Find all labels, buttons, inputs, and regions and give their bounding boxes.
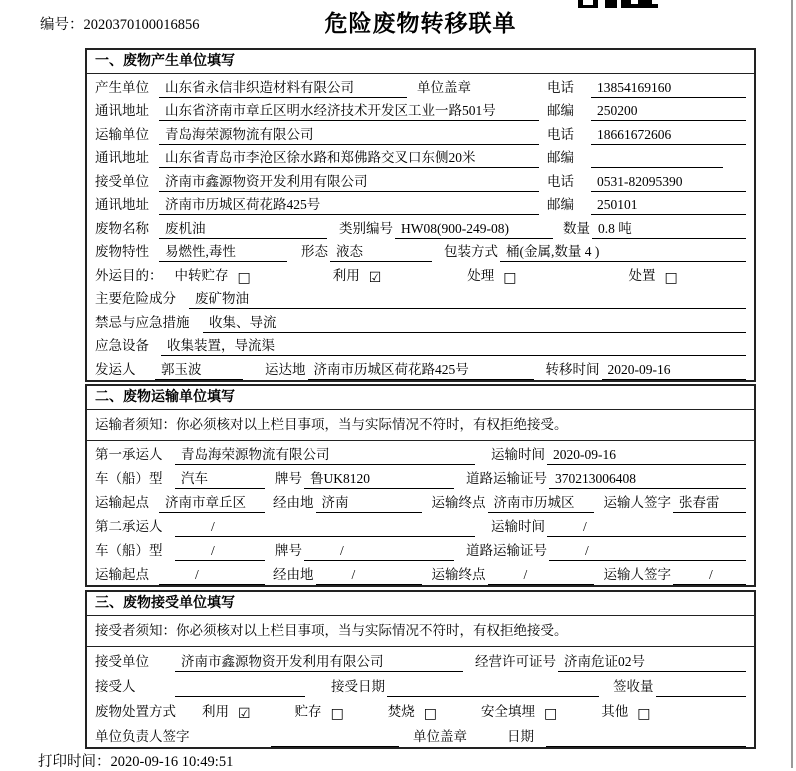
checkbox-utilize [202,700,251,722]
carrier-signature-label: 运输人签字 [603,495,671,510]
form-value: 液态 [330,240,432,262]
row-receiver-person [87,672,754,697]
row-receiver-unit [87,168,754,192]
via-value: 济南 [316,491,422,513]
via-value: / [316,567,422,585]
checkbox-unchecked-icon: □ [664,269,678,286]
transfer-time-label: 转移时间 [545,361,600,377]
generator-address-value: 山东省济南市章丘区明水经济技术开发区工业一路501号 [159,99,539,121]
license-value: 济南危证02号 [558,650,746,672]
transport-time-label: 运输时间 [491,447,545,462]
checkbox-label: 贮存 [294,704,322,719]
second-carrier-value: / [175,519,475,537]
road-permit-label: 道路运输证号 [466,471,547,486]
origin-label: 运输起点 [95,567,149,582]
row-transport-unit [87,121,754,145]
checkbox-other [601,700,650,722]
waste-character-label: 废物特性 [95,244,149,259]
sender-value: 郭玉波 [155,358,243,380]
address-label: 通讯地址 [95,197,149,212]
first-transport-time-value: 2020-09-16 [547,447,746,465]
transport-unit-label: 运输单位 [95,126,149,142]
plate-label: 牌号 [275,471,302,486]
road-permit-label: 道路运输证号 [466,543,547,558]
zip-label: 邮编 [547,150,574,165]
row-taboo-measures [87,309,754,333]
phone-label: 电话 [547,173,574,189]
checkbox-label: 焚烧 [387,704,415,719]
checkbox-label: 处置 [628,267,656,283]
row-responsible-signature [87,722,754,747]
via-label: 经由地 [273,567,314,582]
transport-zip-value [591,166,723,168]
terminus-label: 运输终点 [431,495,486,510]
row-second-carrier [87,513,754,537]
document-number-label: 编号： [40,17,84,33]
destination-label: 运达地 [265,361,306,377]
checkbox-unchecked-icon: □ [423,706,438,722]
waste-name-value: 废机油 [159,217,327,239]
receiver-phone-value: 0531-82095390 [591,174,746,192]
checkbox-label: 处理 [467,267,495,283]
section-receiver-table [85,590,756,749]
print-time-label: 打印时间： [38,754,111,770]
row-receiving-unit [87,647,754,672]
zip-label: 邮编 [547,103,574,118]
checkbox-transfer-storage [175,264,251,286]
transport-phone-value: 18661672606 [591,127,746,145]
checkbox-utilize [333,264,382,286]
second-carrier-label: 第二承运人 [95,519,163,534]
row-sender [87,356,754,380]
origin-value: / [159,567,265,585]
second-transport-time-value: / [547,519,746,537]
receiving-unit-label: 接受单位 [95,654,149,669]
receiver-unit-value: 济南市鑫源物资开发利用有限公司 [159,170,539,192]
qr-block [638,0,652,8]
section-transport-table [85,384,756,587]
receiver-person-label: 接受人 [95,679,136,694]
form-label: 形态 [301,244,328,259]
row-generator-address [87,98,754,122]
category-code-value: HW08(900-249-08) [395,221,553,239]
receiver-notice: 接受者须知：你必须核对以上栏目事项，当与实际情况不符时，有权拒绝接受。 [87,616,754,647]
checkbox-landfill [481,700,557,722]
emergency-equipment-value: 收集装置，导流渠 [161,334,746,356]
checkbox-unchecked-icon: □ [544,706,558,722]
row-first-route [87,489,754,513]
vehicle-type-label: 车（船）型 [95,543,163,558]
field-group [95,170,547,192]
section-generator-table [85,48,756,382]
quantity-label: 数量 [563,220,590,236]
row-receiver-address [87,192,754,216]
receiver-unit-label: 接受单位 [95,173,149,189]
checkbox-checked-icon: ☑ [238,706,251,722]
receive-date-label: 接受日期 [331,679,385,694]
generator-phone-value: 13854169160 [591,80,746,98]
row-generator-unit [87,74,754,98]
section3-header: 三、废物接受单位填写 [87,592,754,616]
row-waste-character [87,239,754,263]
receiver-address-value: 济南市历城区荷花路425号 [159,193,539,215]
row-transport-address [87,145,754,169]
received-amount-label: 签收量 [613,679,654,694]
responsible-signature-label: 单位负责人签字 [95,729,190,744]
terminus-value: / [488,567,594,585]
field-group [95,146,547,168]
carrier-signature-value: / [673,567,746,585]
receive-date-value [387,695,599,697]
row-first-vehicle [87,465,754,489]
first-carrier-label: 第一承运人 [95,447,163,462]
address-label: 通讯地址 [95,103,149,118]
field-group [95,99,547,121]
waste-name-label: 废物名称 [95,220,149,236]
transport-address-value: 山东省青岛市李沧区徐水路和郑佛路交叉口东侧20米 [159,146,539,168]
transporter-notice: 运输者须知：你必须核对以上栏目事项，当与实际情况不符时，有权拒绝接受。 [87,410,754,441]
unit-seal-label: 单位盖章 [413,729,467,744]
emergency-equipment-label: 应急设备 [95,338,149,353]
received-amount-value [656,695,747,697]
field-group [95,193,547,215]
transport-time-label: 运输时间 [491,519,545,534]
generator-zip-value: 250200 [591,103,746,121]
plate-value: 鲁UK8120 [304,467,454,489]
address-label: 通讯地址 [95,150,149,165]
taboo-measures-label: 禁忌与应急措施 [95,314,190,330]
row-waste-name [87,215,754,239]
origin-value: 济南市章丘区 [159,491,265,513]
carrier-signature-value: 张春雷 [673,491,746,513]
terminus-value: 济南市历城区 [488,491,594,513]
section1-header: 一、废物产生单位填写 [87,50,754,74]
taboo-measures-value: 收集、导流 [203,311,746,333]
field-group [95,123,547,145]
receiver-person-value [175,695,305,697]
checkbox-label: 利用 [332,267,360,283]
hazard-component-label: 主要危险成分 [95,291,176,306]
unit-seal-label: 单位盖章 [417,79,471,95]
date-label: 日期 [507,729,534,744]
hazard-component-value: 废矿物油 [189,287,746,309]
license-label: 经营许可证号 [475,654,556,669]
receiver-zip-value: 250101 [591,197,746,215]
checkbox-checked-icon: ☑ [368,269,382,286]
checkbox-unchecked-icon: □ [637,706,651,722]
checkbox-label: 安全填埋 [481,704,536,719]
row-first-carrier [87,441,754,465]
generator-unit-label: 产生单位 [95,79,149,95]
sender-label: 发运人 [95,361,136,377]
generator-unit-value: 山东省永信非织造材料有限公司 [159,76,407,98]
phone-label: 电话 [547,79,574,95]
checkbox-storage [295,700,344,722]
package-value: 桶(金属,数量 4 ) [500,240,746,262]
field-group [95,76,547,98]
section2-header: 二、废物运输单位填写 [87,386,754,410]
page-title: 危险废物转移联单 [324,11,517,36]
origin-label: 运输起点 [95,495,149,510]
responsible-signature-value [271,745,399,747]
row-emergency-equipment [87,333,754,357]
waste-character-value: 易燃性,毒性 [159,240,287,262]
zip-label: 邮编 [547,197,574,212]
checkbox-unchecked-icon: □ [330,706,344,722]
qr-block [605,0,617,8]
via-label: 经由地 [273,495,314,510]
purpose-label: 外运目的： [95,267,163,283]
checkbox-unchecked-icon: □ [237,269,251,286]
checkbox-unchecked-icon: □ [503,269,517,286]
transfer-time-value: 2020-09-16 [602,362,747,380]
row-hazard-component [87,286,754,310]
plate-label: 牌号 [275,543,302,558]
vehicle-type-value: / [175,543,265,561]
checkbox-label: 中转贮存 [174,267,229,283]
row-disposal-method [87,697,754,722]
destination-value: 济南市历城区荷花路425号 [308,358,534,380]
row-outbound-purpose [87,262,754,286]
checkbox-treat [467,264,516,286]
checkbox-dispose [629,264,678,286]
package-label: 包装方式 [444,244,498,259]
qr-code-icon [578,0,658,8]
plate-value: / [304,543,454,561]
vehicle-type-label: 车（船）型 [95,471,163,486]
qr-block [578,0,598,8]
road-permit-value: 370213006408 [549,471,746,489]
row-second-vehicle [87,537,754,561]
carrier-signature-label: 运输人签字 [603,567,671,582]
row-second-route [87,561,754,585]
transport-unit-value: 青岛海荣源物流有限公司 [159,123,539,145]
road-permit-value: / [549,543,746,561]
checkbox-label: 利用 [202,704,229,719]
terminus-label: 运输终点 [431,567,486,582]
checkbox-label: 其他 [601,704,629,719]
vehicle-type-value: 汽车 [175,467,265,489]
page-edge-divider [791,0,793,768]
phone-label: 电话 [547,126,574,142]
date-value [546,745,746,747]
receiving-unit-value: 济南市鑫源物资开发利用有限公司 [175,650,463,672]
category-code-label: 类别编号 [339,220,393,236]
first-carrier-value: 青岛海荣源物流有限公司 [175,443,475,465]
checkbox-incinerate [388,700,437,722]
disposal-method-label: 废物处置方式 [95,704,176,719]
quantity-value: 0.8 吨 [592,217,746,239]
document-number-value: 2020370100016856 [83,17,200,33]
print-time-value: 2020-09-16 10:49:51 [110,754,234,770]
